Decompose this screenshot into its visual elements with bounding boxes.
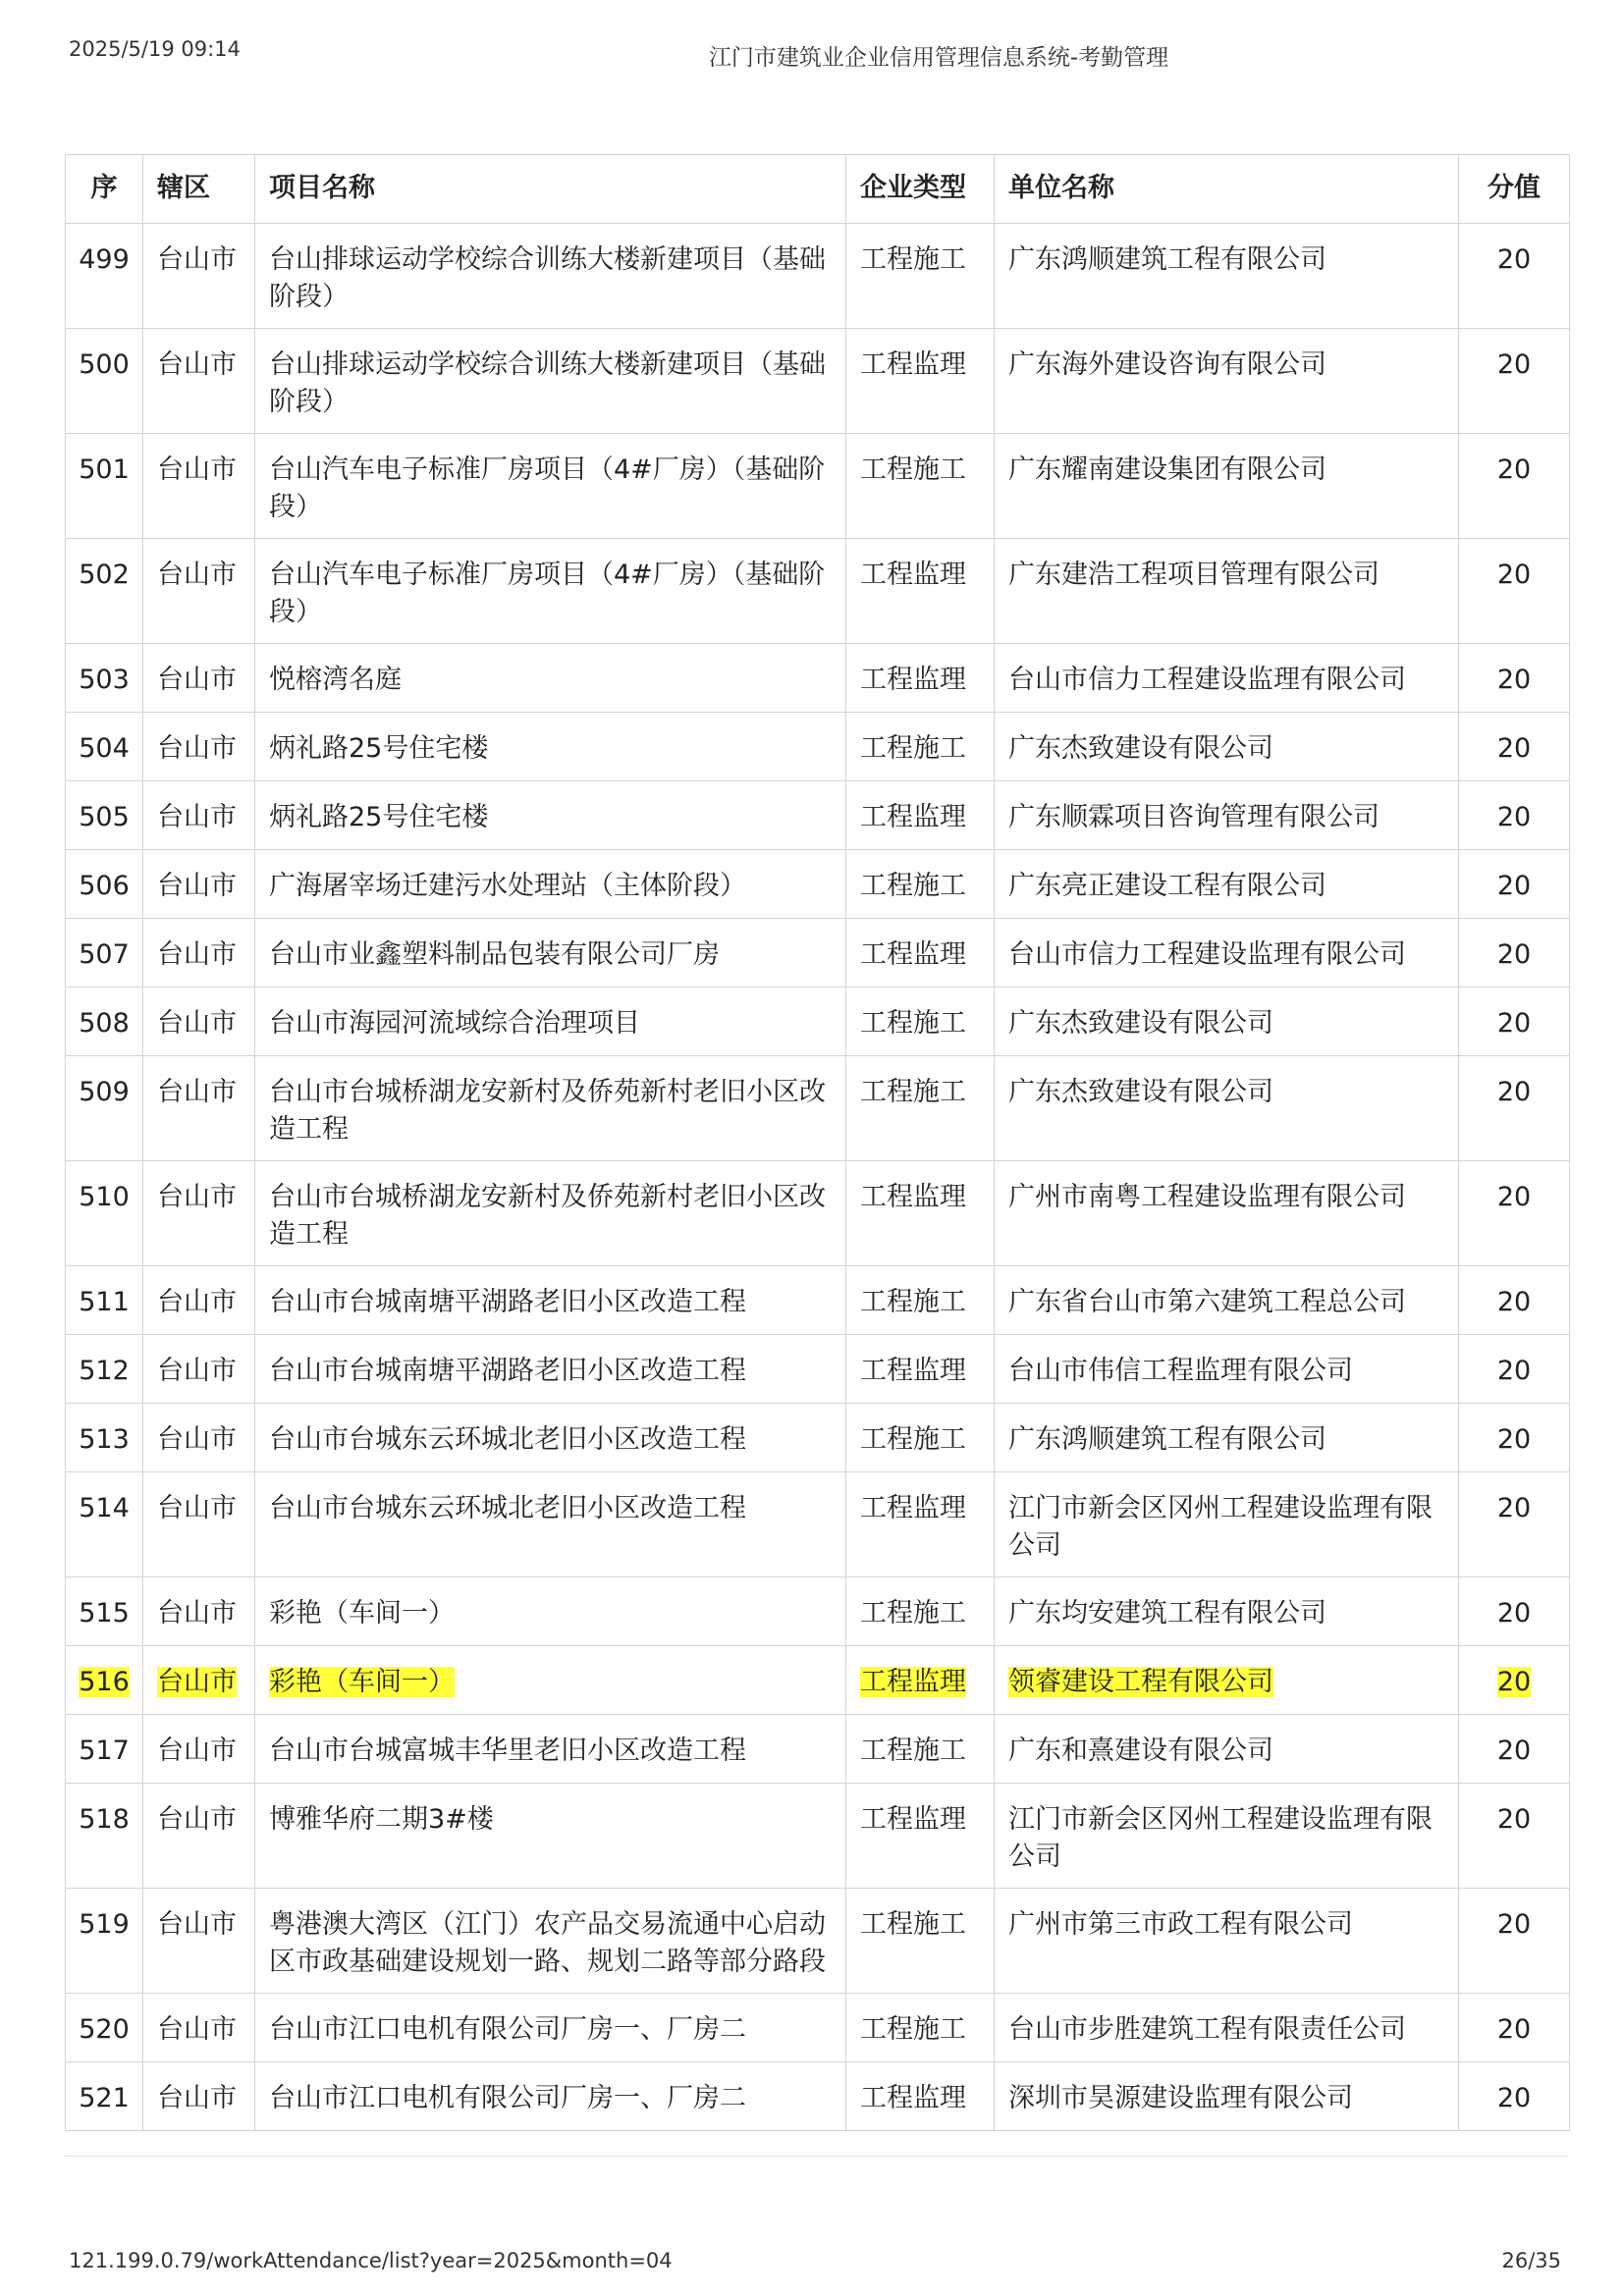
page-title: 江门市建筑业企业信用管理信息系统-考勤管理 — [708, 45, 1169, 71]
cell-company: 广东耀南建设集团有限公司 — [995, 434, 1459, 539]
cell-type: 工程施工 — [846, 1577, 995, 1646]
cell-company: 广东鸿顺建筑工程有限公司 — [995, 1404, 1459, 1472]
cell-project: 台山市江口电机有限公司厂房一、厂房二 — [255, 1994, 846, 2062]
cell-district: 台山市 — [143, 1577, 255, 1646]
cell-company: 广州市第三市政工程有限公司 — [995, 1889, 1459, 1994]
cell-no: 502 — [66, 539, 143, 644]
cell-company: 广东杰致建设有限公司 — [995, 1056, 1459, 1161]
cell-company: 台山市伟信工程监理有限公司 — [995, 1335, 1459, 1404]
cell-project: 台山汽车电子标准厂房项目（4#厂房）（基础阶段） — [255, 434, 846, 539]
cell-company: 广州市南粤工程建设监理有限公司 — [995, 1161, 1459, 1266]
cell-no: 504 — [66, 713, 143, 781]
cell-no: 520 — [66, 1994, 143, 2062]
highlight-mark: 20 — [1496, 1667, 1532, 1697]
cell-type: 工程施工 — [846, 1266, 995, 1335]
print-datetime: 2025/5/19 09:14 — [69, 37, 241, 61]
cell-score: 20 — [1459, 919, 1570, 988]
table-row — [66, 224, 1570, 329]
cell-no: 503 — [66, 644, 143, 713]
cell-type: 工程施工 — [846, 1994, 995, 2062]
cell-type: 工程监理 — [846, 1161, 995, 1266]
table-row — [66, 644, 1570, 713]
table-row — [66, 850, 1570, 919]
cell-type: 工程监理 — [846, 2062, 995, 2131]
cell-project: 炳礼路25号住宅楼 — [255, 781, 846, 850]
cell-no: 501 — [66, 434, 143, 539]
cell-project: 彩艳（车间一） — [255, 1577, 846, 1646]
cell-district: 台山市 — [143, 434, 255, 539]
cell-type: 工程施工 — [846, 434, 995, 539]
cell-project: 台山市台城南塘平湖路老旧小区改造工程 — [255, 1335, 846, 1404]
table-row — [66, 1404, 1570, 1472]
cell-no: 500 — [66, 329, 143, 434]
cell-project: 炳礼路25号住宅楼 — [255, 713, 846, 781]
cell-score: 20 — [1459, 781, 1570, 850]
cell-score: 20 — [1459, 1889, 1570, 1994]
cell-no: 509 — [66, 1056, 143, 1161]
highlight-mark: 516 — [79, 1667, 130, 1697]
cell-score: 20 — [1459, 1472, 1570, 1577]
table-row — [66, 539, 1570, 644]
table-row — [66, 1577, 1570, 1646]
attendance-table — [65, 154, 1570, 2131]
cell-no: 507 — [66, 919, 143, 988]
cell-type: 工程监理 — [846, 1472, 995, 1577]
cell-type: 工程监理 — [846, 1335, 995, 1404]
cell-company: 台山市信力工程建设监理有限公司 — [995, 644, 1459, 713]
cell-score: 20 — [1459, 539, 1570, 644]
table-header-row — [66, 155, 1570, 224]
table-row — [66, 1472, 1570, 1577]
cell-score: 20 — [1459, 2062, 1570, 2131]
cell-company: 深圳市昊源建设监理有限公司 — [995, 2062, 1459, 2131]
cell-district: 台山市 — [143, 224, 255, 329]
cell-no: 510 — [66, 1161, 143, 1266]
cell-company: 广东省台山市第六建筑工程总公司 — [995, 1266, 1459, 1335]
cell-type: 工程施工 — [846, 850, 995, 919]
cell-type: 工程监理 — [846, 329, 995, 434]
cell-project: 台山市台城东云环城北老旧小区改造工程 — [255, 1404, 846, 1472]
table-row — [66, 1266, 1570, 1335]
highlight-mark: 彩艳（车间一） — [269, 1667, 455, 1697]
cell-score: 20 — [1459, 1404, 1570, 1472]
cell-district: 台山市 — [143, 2062, 255, 2131]
col-header-no: 序 — [66, 155, 143, 224]
cell-company: 台山市信力工程建设监理有限公司 — [995, 919, 1459, 988]
cell-company: 广东亮正建设工程有限公司 — [995, 850, 1459, 919]
cell-type: 工程监理 — [846, 1784, 995, 1889]
table-row — [66, 713, 1570, 781]
cell-score: 20 — [1459, 329, 1570, 434]
cell-project: 台山市台城南塘平湖路老旧小区改造工程 — [255, 1266, 846, 1335]
cell-district: 台山市 — [143, 1056, 255, 1161]
cell-score: 20 — [1459, 1577, 1570, 1646]
cell-type: 工程施工 — [846, 224, 995, 329]
table-row — [66, 1889, 1570, 1994]
col-header-district: 辖区 — [143, 155, 255, 224]
cell-district: 台山市 — [143, 1715, 255, 1784]
cell-district: 台山市 — [143, 713, 255, 781]
cell-company — [995, 1646, 1459, 1715]
page-url: 121.199.0.79/workAttendance/list?year=2025&month=04 — [69, 2249, 673, 2272]
highlight-mark: 工程监理 — [860, 1667, 966, 1697]
cell-score: 20 — [1459, 1994, 1570, 2062]
cell-type: 工程监理 — [846, 644, 995, 713]
cell-district: 台山市 — [143, 1994, 255, 2062]
table-row — [66, 919, 1570, 988]
cell-project: 台山市台城东云环城北老旧小区改造工程 — [255, 1472, 846, 1577]
cell-district: 台山市 — [143, 1404, 255, 1472]
cell-project: 台山市台城桥湖龙安新村及侨苑新村老旧小区改造工程 — [255, 1056, 846, 1161]
cell-type: 工程施工 — [846, 1056, 995, 1161]
cell-project: 台山市台城富城丰华里老旧小区改造工程 — [255, 1715, 846, 1784]
table-row — [66, 1646, 1570, 1715]
cell-company: 广东均安建筑工程有限公司 — [995, 1577, 1459, 1646]
cell-company: 广东海外建设咨询有限公司 — [995, 329, 1459, 434]
cell-district — [143, 1646, 255, 1715]
col-header-score: 分值 — [1459, 155, 1570, 224]
cell-no: 506 — [66, 850, 143, 919]
cell-project: 台山市江口电机有限公司厂房一、厂房二 — [255, 2062, 846, 2131]
cell-no: 521 — [66, 2062, 143, 2131]
cell-no: 499 — [66, 224, 143, 329]
cell-no: 513 — [66, 1404, 143, 1472]
highlight-mark: 领睿建设工程有限公司 — [1008, 1667, 1273, 1697]
table-row — [66, 1161, 1570, 1266]
cell-company: 广东建浩工程项目管理有限公司 — [995, 539, 1459, 644]
cell-company: 江门市新会区冈州工程建设监理有限公司 — [995, 1472, 1459, 1577]
cell-score: 20 — [1459, 988, 1570, 1056]
cell-project: 台山市海园河流域综合治理项目 — [255, 988, 846, 1056]
cell-district: 台山市 — [143, 781, 255, 850]
cell-no: 512 — [66, 1335, 143, 1404]
page-number: 26/35 — [1501, 2249, 1561, 2272]
cell-company: 广东杰致建设有限公司 — [995, 713, 1459, 781]
cell-type: 工程监理 — [846, 539, 995, 644]
cell-district: 台山市 — [143, 1784, 255, 1889]
cell-project: 台山汽车电子标准厂房项目（4#厂房）（基础阶段） — [255, 539, 846, 644]
cell-no: 515 — [66, 1577, 143, 1646]
cell-score: 20 — [1459, 434, 1570, 539]
cell-score: 20 — [1459, 1715, 1570, 1784]
cell-type: 工程施工 — [846, 1404, 995, 1472]
cell-type — [846, 1646, 995, 1715]
table-row — [66, 329, 1570, 434]
cell-district: 台山市 — [143, 539, 255, 644]
cell-company: 广东鸿顺建筑工程有限公司 — [995, 224, 1459, 329]
col-header-project: 项目名称 — [255, 155, 846, 224]
cell-score: 20 — [1459, 1056, 1570, 1161]
table-row — [66, 988, 1570, 1056]
cell-project: 台山市台城桥湖龙安新村及侨苑新村老旧小区改造工程 — [255, 1161, 846, 1266]
cell-company: 台山市步胜建筑工程有限责任公司 — [995, 1994, 1459, 2062]
cell-district: 台山市 — [143, 1335, 255, 1404]
cell-district: 台山市 — [143, 1161, 255, 1266]
cell-district: 台山市 — [143, 850, 255, 919]
cell-district: 台山市 — [143, 1472, 255, 1577]
highlight-mark: 台山市 — [157, 1667, 237, 1697]
cell-company: 江门市新会区冈州工程建设监理有限公司 — [995, 1784, 1459, 1889]
cell-project: 台山排球运动学校综合训练大楼新建项目（基础阶段） — [255, 224, 846, 329]
cell-company: 广东杰致建设有限公司 — [995, 988, 1459, 1056]
cell-project: 广海屠宰场迁建污水处理站（主体阶段） — [255, 850, 846, 919]
cell-score: 20 — [1459, 1784, 1570, 1889]
cell-district: 台山市 — [143, 1266, 255, 1335]
cell-type: 工程施工 — [846, 1715, 995, 1784]
cell-project: 台山市业鑫塑料制品包装有限公司厂房 — [255, 919, 846, 988]
cell-score: 20 — [1459, 1266, 1570, 1335]
table-row — [66, 2062, 1570, 2131]
cell-type: 工程施工 — [846, 713, 995, 781]
cell-project: 悦榕湾名庭 — [255, 644, 846, 713]
cell-no: 511 — [66, 1266, 143, 1335]
cell-type: 工程施工 — [846, 1889, 995, 1994]
cell-no: 517 — [66, 1715, 143, 1784]
cell-no: 514 — [66, 1472, 143, 1577]
footer-divider — [65, 2156, 1569, 2157]
cell-district: 台山市 — [143, 329, 255, 434]
cell-district: 台山市 — [143, 1889, 255, 1994]
cell-score: 20 — [1459, 224, 1570, 329]
table-row — [66, 1715, 1570, 1784]
cell-type: 工程施工 — [846, 988, 995, 1056]
cell-type: 工程监理 — [846, 781, 995, 850]
cell-project — [255, 1646, 846, 1715]
table-row — [66, 1335, 1570, 1404]
table-row — [66, 434, 1570, 539]
cell-company: 广东顺霖项目咨询管理有限公司 — [995, 781, 1459, 850]
cell-no: 519 — [66, 1889, 143, 1994]
cell-no: 518 — [66, 1784, 143, 1889]
table-row — [66, 1784, 1570, 1889]
cell-score: 20 — [1459, 644, 1570, 713]
cell-score — [1459, 1646, 1570, 1715]
cell-district: 台山市 — [143, 919, 255, 988]
table-row — [66, 1056, 1570, 1161]
cell-project: 博雅华府二期3#楼 — [255, 1784, 846, 1889]
cell-no — [66, 1646, 143, 1715]
cell-district: 台山市 — [143, 988, 255, 1056]
cell-project: 台山排球运动学校综合训练大楼新建项目（基础阶段） — [255, 329, 846, 434]
cell-no: 508 — [66, 988, 143, 1056]
col-header-company: 单位名称 — [995, 155, 1459, 224]
cell-type: 工程监理 — [846, 919, 995, 988]
cell-company: 广东和熹建设有限公司 — [995, 1715, 1459, 1784]
cell-district: 台山市 — [143, 644, 255, 713]
cell-score: 20 — [1459, 1161, 1570, 1266]
table-row — [66, 781, 1570, 850]
cell-no: 505 — [66, 781, 143, 850]
cell-score: 20 — [1459, 713, 1570, 781]
cell-score: 20 — [1459, 850, 1570, 919]
cell-score: 20 — [1459, 1335, 1570, 1404]
table-row — [66, 1994, 1570, 2062]
cell-project: 粤港澳大湾区（江门）农产品交易流通中心启动区市政基础建设规划一路、规划二路等部分路段 — [255, 1889, 846, 1994]
col-header-type: 企业类型 — [846, 155, 995, 224]
